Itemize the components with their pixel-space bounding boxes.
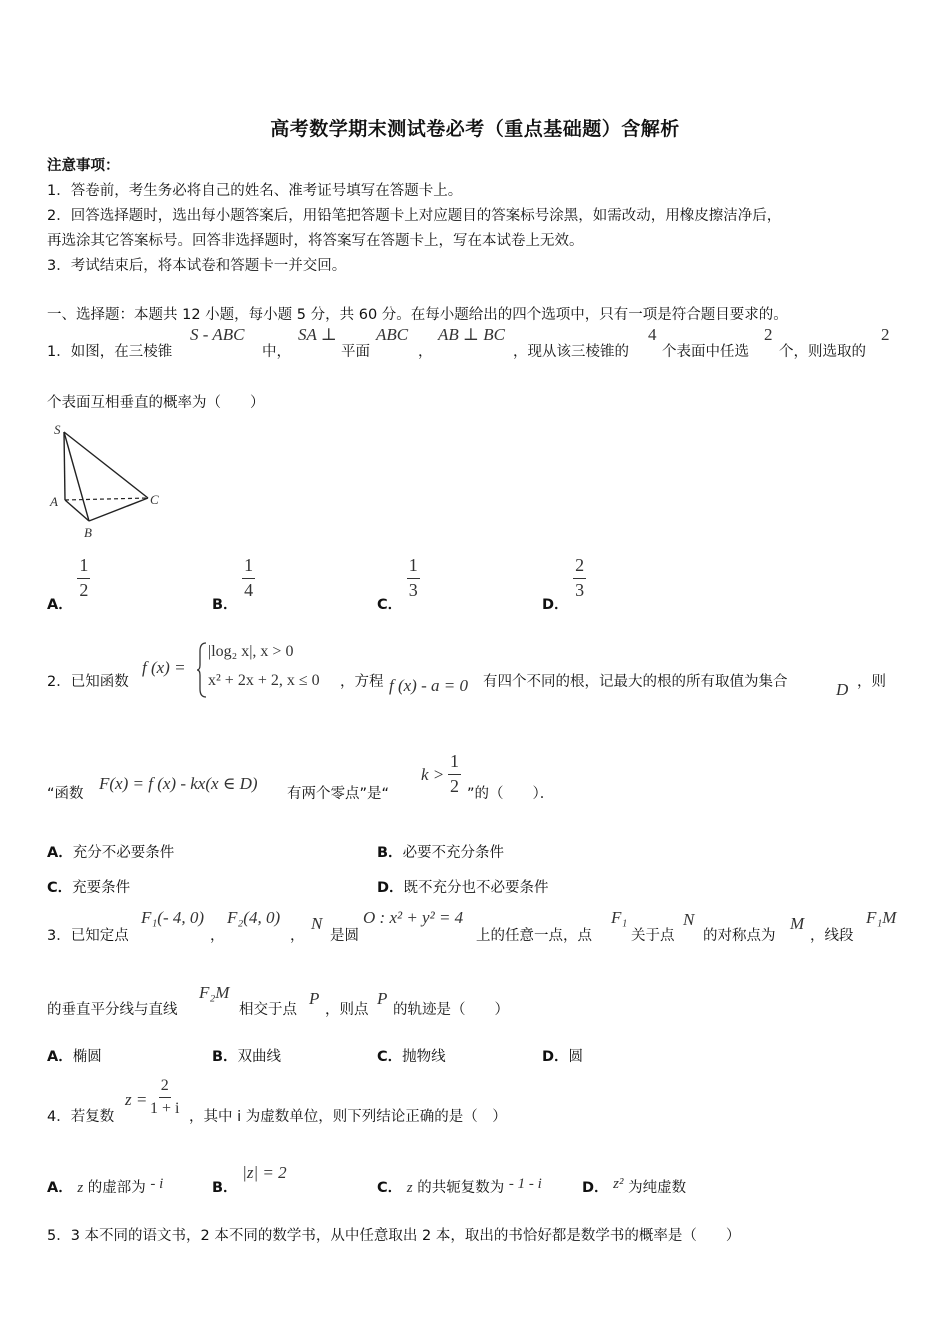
q2-text: “函数 — [47, 786, 84, 802]
q4-option-a[interactable]: A． z 的虚部为 - i — [47, 1176, 164, 1196]
fraction: $\frac{1}{2}$ — [450, 751, 459, 796]
vertex-label-b: B — [84, 525, 92, 540]
q3-math: N — [311, 914, 323, 933]
notes-heading: 注意事项： — [47, 158, 120, 174]
q3-option-c[interactable]: C．抛物线 — [377, 1049, 446, 1065]
q1-option-b[interactable]: B． $\frac{1}{4}$ — [212, 555, 254, 614]
q2-math: f (x) = — [142, 658, 186, 677]
q4-option-c[interactable]: C． z 的共轭复数为 - 1 - i — [377, 1176, 542, 1196]
q3-math: O : x² + y² = 4 — [363, 908, 464, 927]
note-item: 1．答卷前，考生务必将自己的姓名、准考证号填写在答题卡上。 — [47, 183, 463, 199]
q3-math: N — [683, 910, 695, 929]
q3-math: F₁M — [866, 908, 897, 927]
q2-text: 2．已知函数 — [47, 674, 129, 690]
vertex-label-a: A — [50, 494, 58, 509]
q3-math: F₁(- 4, 0) — [141, 908, 205, 927]
q3-text: ， — [290, 928, 305, 944]
q3-option-d[interactable]: D．圆 — [542, 1049, 584, 1065]
q2-text: ，方程 — [340, 674, 384, 690]
q1-math: 2 — [764, 325, 773, 344]
q1-text: 平面 — [341, 344, 370, 360]
q3-math: F₂M — [199, 983, 230, 1002]
q2-case-1: |log₂ x|, x > 0 — [208, 643, 294, 660]
q3-math: M — [790, 914, 805, 933]
fraction: $\frac{1}{4}$ — [244, 555, 254, 600]
q3-text: 上的任意一点，点 — [476, 928, 592, 944]
q2-case-2: x² + 2x + 2, x ≤ 0 — [208, 672, 320, 689]
q1-math: ABC — [376, 325, 409, 344]
q2-text: 有四个不同的根，记最大的根的所有取值为集合 — [483, 674, 788, 690]
q1-option-c[interactable]: C． $\frac{1}{3}$ — [377, 555, 418, 614]
q3-math: F₁ — [611, 908, 628, 927]
q3-text: 关于点 — [631, 928, 675, 944]
q2-text: ”的（ ）． — [467, 786, 555, 802]
q3-text: 相交于点 — [239, 1002, 297, 1018]
q1-text: 1．如图，在三棱锥 — [47, 344, 173, 360]
q3-math: P — [309, 989, 320, 1008]
section-heading: 一、选择题：本题共 12 小题，每小题 5 分，共 60 分。在每小题给出的四个选项中，只有一项是符合题目要求的。 — [47, 307, 788, 323]
fraction: $\frac{1}{3}$ — [408, 555, 418, 600]
q4-text: 4．若复数 — [47, 1109, 115, 1125]
q2-math: k > — [421, 765, 445, 784]
q3-text: ，则点 — [325, 1002, 369, 1018]
q2-math: F(x) = f (x) - kx(x ∈ D) — [99, 774, 258, 793]
q2-option-d[interactable]: D．既不充分也不必要条件 — [377, 880, 549, 896]
q1-text: 个表面中任选 — [662, 344, 749, 360]
q3-math: P — [377, 989, 388, 1008]
q1-text: ，现从该三棱锥的 — [513, 344, 629, 360]
vertex-label-s: S — [54, 422, 61, 437]
page-title: 高考数学期末测试卷必考（重点基础题）含解析 — [270, 118, 680, 140]
q2-option-c[interactable]: C．充要条件 — [47, 880, 131, 896]
q1-option-d[interactable]: D． $\frac{2}{3}$ — [542, 555, 585, 614]
q3-text: 的轨迹是（ ） — [393, 1002, 509, 1018]
fraction: $\frac{1}{2}$ — [79, 555, 89, 600]
note-item: 再选涂其它答案标号。回答非选择题时，将答案写在答题卡上，写在本试卷上无效。 — [47, 233, 584, 249]
q1-math: SA ⊥ — [298, 325, 337, 344]
q4-option-d[interactable]: D． z² 为纯虚数 — [582, 1176, 687, 1196]
q1-text: ， — [418, 344, 433, 360]
q1-text: 中， — [262, 344, 291, 360]
q3-text: 是圆 — [330, 928, 359, 944]
q3-text: ，线段 — [810, 928, 854, 944]
fraction: $\frac{2}{3}$ — [575, 555, 585, 600]
note-item: 3．考试结束后，将本试卷和答题卡一并交回。 — [47, 258, 347, 274]
q3-text: 的对称点为 — [703, 928, 776, 944]
q1-text: 个表面互相垂直的概率为（ ） — [47, 395, 265, 411]
q2-math: D — [836, 680, 849, 699]
note-item: 2．回答选择题时，选出每小题答案后，用铅笔把答题卡上对应题目的答案标号涂黑，如需改动，用橡皮擦洁净后， — [47, 208, 782, 224]
q1-math: S - ABC — [190, 325, 245, 344]
q3-text: 3．已知定点 — [47, 928, 129, 944]
q2-option-b[interactable]: B．必要不充分条件 — [377, 845, 505, 861]
q3-option-b[interactable]: B．双曲线 — [212, 1049, 282, 1065]
q1-math: AB ⊥ BC — [438, 325, 505, 344]
fraction: $\frac{2}{1 + i}$ — [150, 1077, 180, 1117]
q3-text: ， — [210, 928, 225, 944]
q1-math: 4 — [648, 325, 657, 344]
q1-math: 2 — [881, 325, 890, 344]
q4-option-b[interactable]: B． |z| = 2 — [212, 1163, 287, 1196]
q4-text: ，其中 i 为虚数单位，则下列结论正确的是（ ） — [189, 1109, 507, 1125]
q2-text: 有两个零点”是“ — [287, 786, 390, 802]
q2-text: ，则 — [857, 674, 886, 690]
brace-icon — [196, 641, 208, 699]
q1-option-a[interactable]: A． $\frac{1}{2}$ — [47, 555, 89, 614]
question-5: 5．3 本不同的语文书，2 本不同的数学书，从中任意取出 2 本，取出的书恰好都是数学书的概率是（ ） — [47, 1228, 741, 1244]
q3-option-a[interactable]: A．椭圆 — [47, 1049, 102, 1065]
q2-math: f (x) - a = 0 — [389, 676, 468, 695]
tetrahedron-figure — [44, 420, 174, 542]
q3-math: F₂(4, 0) — [227, 908, 281, 927]
vertex-label-c: C — [150, 492, 159, 507]
q3-text: 的垂直平分线与直线 — [47, 1002, 178, 1018]
q2-option-a[interactable]: A．充分不必要条件 — [47, 845, 175, 861]
q4-math: z = — [125, 1090, 148, 1109]
q1-text: 个，则选取的 — [779, 344, 866, 360]
